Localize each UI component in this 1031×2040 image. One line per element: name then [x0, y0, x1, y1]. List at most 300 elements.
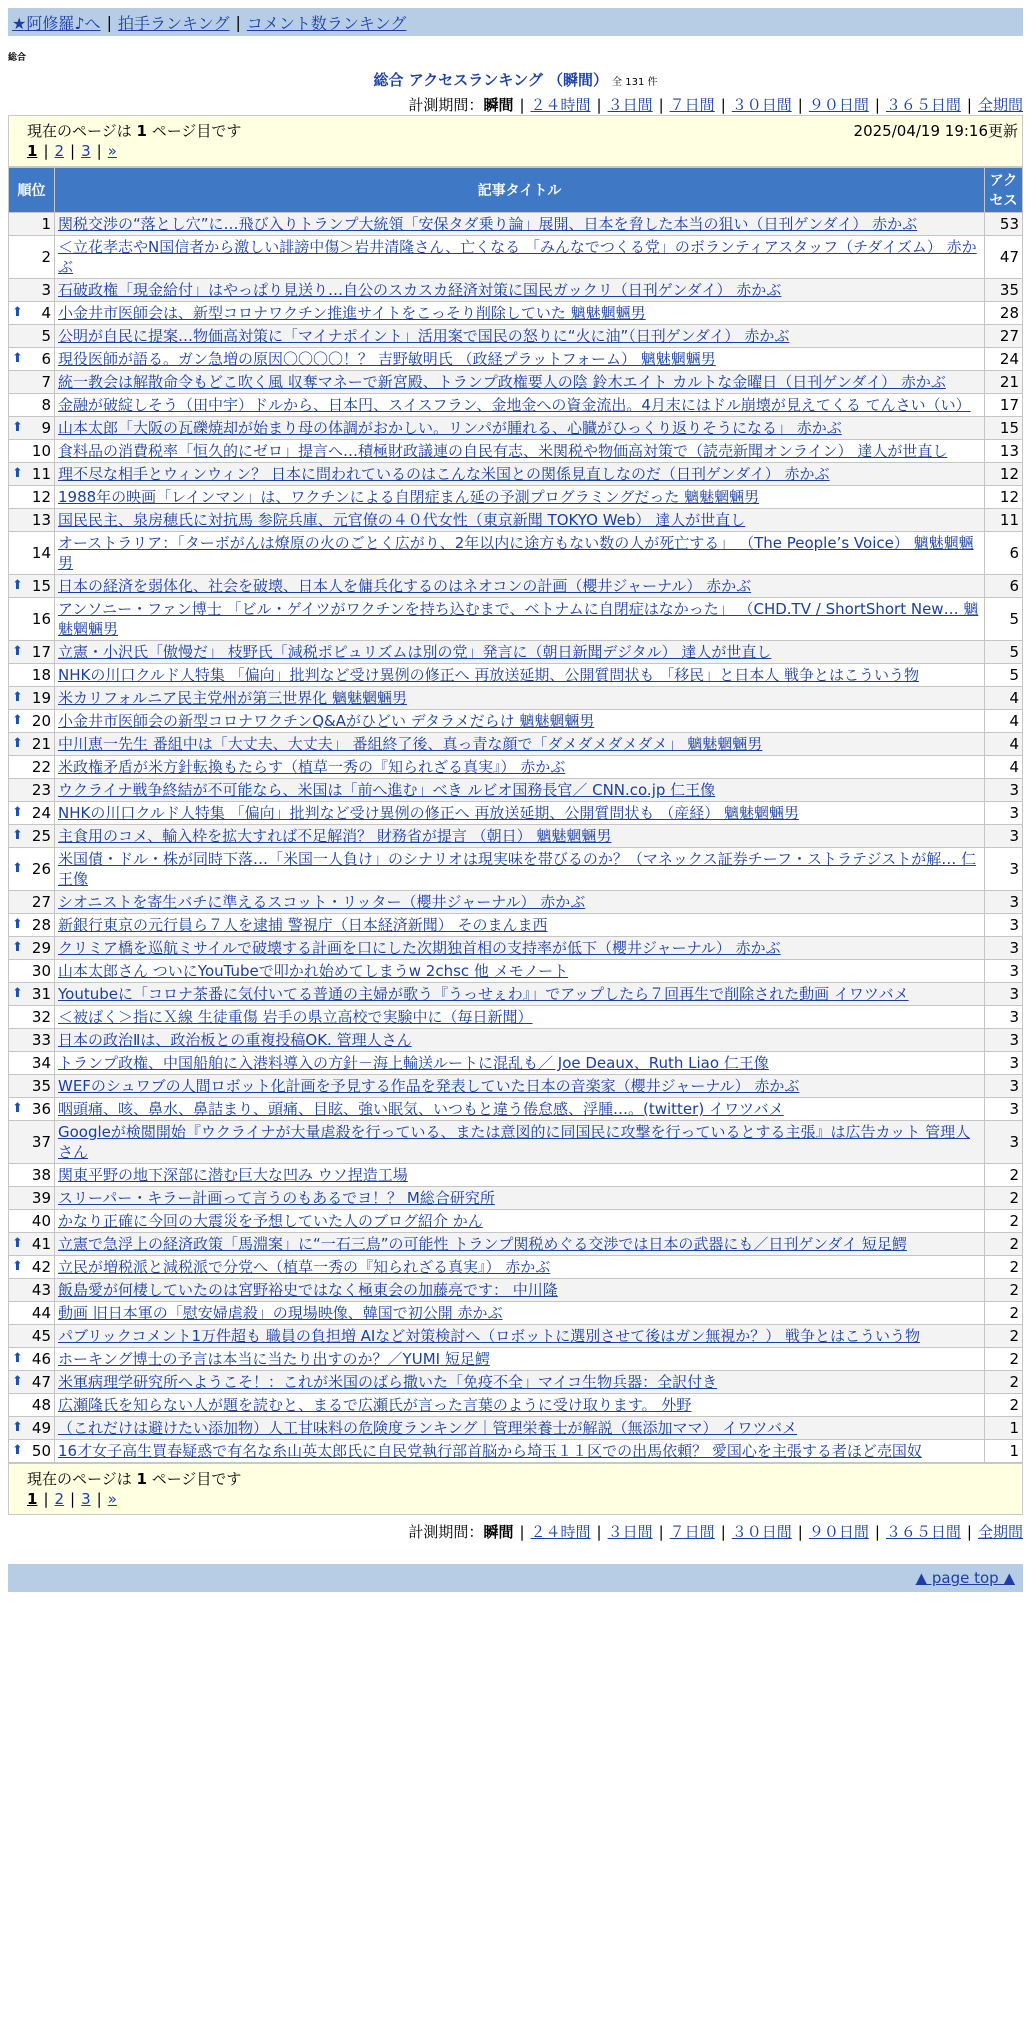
access-count: 3 — [985, 1029, 1023, 1052]
rank-number: 45 — [31, 1327, 51, 1345]
rank-cell — [9, 756, 55, 779]
article-title-link[interactable]: Googleが検閲開始『ウクライナが大量虐殺を行っている、または意図的に同国民に攻撃を行っているとする主張』は広告カット 管理人さん — [58, 1123, 971, 1161]
title-cell — [55, 756, 985, 779]
period-link-1[interactable]: ２４時間 — [530, 96, 591, 114]
rank-up-arrow-icon: ⬆ — [12, 1374, 23, 1389]
access-count: 1 — [985, 1440, 1023, 1463]
table-row — [9, 1394, 1023, 1417]
pager-separator: | — [70, 1490, 76, 1508]
period-separator: | — [658, 96, 664, 114]
article-title-link[interactable]: 金融が破綻しそう（田中宇）ドルから、日本円、スイスフラン、金地金への資金流出。4月末にはドル崩壊が見えてくる てんさい（い） — [58, 396, 971, 414]
rank-number: 4 — [41, 304, 51, 322]
rank-cell — [9, 1210, 55, 1233]
article-title-link[interactable]: （これだけは避けたい添加物）人工甘味料の危険度ランキング｜管理栄養士が解説（無添加ママ） イワツバメ — [58, 1419, 798, 1437]
pager-separator: | — [96, 1490, 102, 1508]
table-row — [9, 779, 1023, 802]
table-row — [9, 1440, 1023, 1463]
rank-cell — [9, 236, 55, 279]
article-title-link[interactable]: 米軍病理学研究所へようこそ！：これが米国のばら撒いた「免疫不全」マイコ生物兵器：全訳付き — [58, 1373, 718, 1391]
table-row — [9, 1279, 1023, 1302]
table-row — [9, 325, 1023, 348]
table-row — [9, 1029, 1023, 1052]
table-row — [9, 236, 1023, 279]
rank-up-arrow-icon: ⬆ — [12, 1236, 23, 1251]
article-title-link[interactable]: 立憲で急浮上の経済政策「馬淵案」に“一石三鳥”の可能性 トランプ関税めぐる交渉では日本の武器にも／日刊ゲンダイ 短足鰐 — [58, 1235, 907, 1253]
article-title-link[interactable]: ウクライナ戦争終結が不可能なら、米国は「前へ進む」べき ルビオ国務長官／ CNN.co.jp 仁王像 — [58, 781, 716, 799]
rank-number: 32 — [31, 1008, 51, 1026]
rank-up-arrow-icon: ⬆ — [12, 420, 23, 435]
rank-number: 15 — [31, 577, 51, 595]
pager-current-page: 1 — [27, 142, 38, 160]
title-cell — [55, 1029, 985, 1052]
rank-cell — [9, 983, 55, 1006]
title-cell — [55, 394, 985, 417]
access-count: 2 — [985, 1394, 1023, 1417]
period-separator: | — [797, 96, 803, 114]
period-link-5[interactable]: ９０日間 — [808, 1523, 869, 1541]
rank-number: 33 — [31, 1031, 51, 1049]
period-link-1[interactable]: ２４時間 — [530, 1523, 591, 1541]
rank-number: 22 — [31, 758, 51, 776]
title-cell — [55, 575, 985, 598]
table-row — [9, 756, 1023, 779]
access-count: 2 — [985, 1371, 1023, 1394]
rank-number: 17 — [31, 643, 51, 661]
title-cell — [55, 1006, 985, 1029]
ranking-table — [8, 167, 1023, 1463]
article-title-link[interactable]: ホーキング博士の予言は本当に当たり出すのか？／YUMI 短足鰐 — [58, 1350, 490, 1368]
table-row — [9, 394, 1023, 417]
rank-cell — [9, 463, 55, 486]
access-count: 21 — [985, 371, 1023, 394]
access-count: 2 — [985, 1210, 1023, 1233]
table-row — [9, 1417, 1023, 1440]
table-row — [9, 983, 1023, 1006]
rank-cell — [9, 325, 55, 348]
rank-cell — [9, 687, 55, 710]
pager-separator: | — [96, 142, 102, 160]
article-title-link[interactable]: 中川恵一先生 番組中は「大丈夫、大丈夫」 番組終了後、真っ青な顔で「ダメダメダメダメ」 魑魅魍魎男 — [58, 735, 763, 753]
rank-cell — [9, 1121, 55, 1164]
rank-number: 20 — [31, 712, 51, 730]
rank-number: 28 — [31, 916, 51, 934]
rank-up-arrow-icon: ⬆ — [12, 861, 23, 876]
period-separator: | — [720, 1523, 726, 1541]
pager-page-2[interactable]: 2 — [54, 1490, 65, 1508]
rank-number: 21 — [31, 735, 51, 753]
title-cell — [55, 1187, 985, 1210]
page — [8, 8, 1023, 1592]
period-separator: | — [519, 96, 525, 114]
article-title-link[interactable]: 現役医師が語る。ガン急増の原因〇〇〇〇！？ 吉野敏明氏 （政経プラットフォーム） 魑魅魍魎男 — [58, 350, 716, 368]
title-cell — [55, 1417, 985, 1440]
access-count: 2 — [985, 1302, 1023, 1325]
article-title-link[interactable]: 関税交渉の“落とし穴”に…飛び入りトランプ大統領「安保タダ乗り論」展開、日本を脅した本当の狙い（日刊ゲンダイ） 赤かぶ — [58, 215, 918, 233]
access-count: 3 — [985, 937, 1023, 960]
rank-up-arrow-icon: ⬆ — [12, 940, 23, 955]
period-link-2[interactable]: ３日間 — [607, 96, 653, 114]
rank-number: 47 — [31, 1373, 51, 1391]
article-title-link[interactable]: かなり正確に今回の大震災を予想していた人のブログ紹介 かん — [58, 1212, 483, 1230]
title-cell — [55, 279, 985, 302]
pager-page-3[interactable]: 3 — [81, 1490, 91, 1508]
rank-number: 37 — [31, 1133, 51, 1151]
rank-number: 34 — [31, 1054, 51, 1072]
title-cell — [55, 1052, 985, 1075]
title-cell — [55, 325, 985, 348]
article-title-link[interactable]: 米国債・ドル・株が同時下落…「米国一人負け」のシナリオは現実味を帯びるのか？（マネックス証券チーフ・ストラテジストが解… 仁王像 — [58, 850, 976, 888]
rank-number: 39 — [31, 1189, 51, 1207]
rank-number: 9 — [41, 419, 51, 437]
rank-cell — [9, 394, 55, 417]
access-count: 3 — [985, 960, 1023, 983]
article-title-link[interactable]: Youtubeに「コロナ茶番に気付いてる普通の主婦が歌う『うっせぇわ』」でアップしたら７回再生で削除された動画 イワツバメ — [58, 985, 909, 1003]
rank-cell — [9, 417, 55, 440]
article-title-link[interactable]: 石破政権「現金給付」はやっぱり見送り…自公のスカスカ経済対策に国民ガックリ（日刊ゲンダイ） 赤かぶ — [58, 281, 782, 299]
table-row — [9, 532, 1023, 575]
rank-cell — [9, 914, 55, 937]
rank-cell — [9, 1371, 55, 1394]
rank-column-header: 順位 — [9, 168, 55, 213]
title-cell — [55, 1394, 985, 1417]
access-count: 4 — [985, 733, 1023, 756]
rank-number: 7 — [41, 373, 51, 391]
access-count: 3 — [985, 914, 1023, 937]
rank-number: 30 — [31, 962, 51, 980]
pager-separator: | — [70, 142, 76, 160]
article-title-link[interactable]: 飯島愛が何棲していたのは宮野裕史ではなく極東会の加藤亮です： 中川隆 — [58, 1281, 558, 1299]
article-title-link[interactable]: 関東平野の地下深部に潜む巨大な凹み ウソ捏造工場 — [58, 1166, 408, 1184]
title-cell — [55, 825, 985, 848]
table-row — [9, 1348, 1023, 1371]
table-row — [9, 960, 1023, 983]
rank-number: 23 — [31, 781, 51, 799]
article-title-link[interactable]: 立憲・小沢氏「傲慢だ」 枝野氏「減税ポピュリズムは別の党」発言に（朝日新聞デジタル） 達人が世直し — [58, 643, 772, 661]
period-separator: | — [966, 1523, 972, 1541]
rank-cell — [9, 710, 55, 733]
article-title-link[interactable]: 動画 旧日本軍の「慰安婦虐殺」の現場映像、韓国で初公開 赤かぶ — [58, 1304, 503, 1322]
article-title-link[interactable]: 日本の経済を弱体化、社会を破壊、日本人を傭兵化するのはネオコンの計画（櫻井ジャーナル） 赤かぶ — [58, 577, 752, 595]
nav-separator: | — [235, 12, 241, 32]
table-row — [9, 710, 1023, 733]
period-link-3[interactable]: ７日間 — [669, 1523, 715, 1541]
title-cell — [55, 733, 985, 756]
title-cell — [55, 440, 985, 463]
rank-number: 31 — [31, 985, 51, 1003]
rank-up-arrow-icon: ⬆ — [12, 690, 23, 705]
rank-number: 10 — [31, 442, 51, 460]
table-row — [9, 848, 1023, 891]
article-title-link[interactable]: 国民民主、泉房穂氏に対抗馬 参院兵庫、元官僚の４０代女性（東京新聞 TOKYO Web） 達人が世直し — [58, 511, 746, 529]
pager-bottom — [27, 1490, 1018, 1512]
access-count: 3 — [985, 779, 1023, 802]
rank-number: 14 — [31, 544, 51, 562]
rank-up-arrow-icon: ⬆ — [12, 828, 23, 843]
rank-cell — [9, 1029, 55, 1052]
bottom-bar — [8, 1564, 1023, 1592]
rank-up-arrow-icon: ⬆ — [12, 305, 23, 320]
rank-cell — [9, 213, 55, 236]
rank-number: 3 — [41, 281, 51, 299]
table-row — [9, 1006, 1023, 1029]
period-link-3[interactable]: ７日間 — [669, 96, 715, 114]
table-row — [9, 575, 1023, 598]
access-count: 17 — [985, 394, 1023, 417]
rank-number: 6 — [41, 350, 51, 368]
article-title-link[interactable]: 山本太郎さん ついにYouTubeで叩かれ始めてしまうw 2chsc 他 メモノート — [58, 962, 569, 980]
access-count: 35 — [985, 279, 1023, 302]
title-cell — [55, 1279, 985, 1302]
article-title-link[interactable]: 山本太郎「大阪の瓦礫焼却が始まり母の体調がおかしい。リンパが腫れる、心臓がひっくり返りそうになる」 赤かぶ — [58, 419, 842, 437]
table-row — [9, 1052, 1023, 1075]
page-title: 総合 アクセスランキング （瞬間） — [373, 71, 609, 89]
article-title-link[interactable]: 新銀行東京の元行員ら７人を逮捕 警視庁（日本経済新聞） そのまんま西 — [58, 916, 548, 934]
title-cell — [55, 348, 985, 371]
rank-cell — [9, 598, 55, 641]
rank-up-arrow-icon: ⬆ — [12, 351, 23, 366]
rank-cell — [9, 1417, 55, 1440]
article-title-link[interactable]: NHKの川口クルド人特集 「偏向」批判など受け異例の修正へ 再放送延期、公開質問状も 「移民」と日本人 戦争とはこういう物 — [58, 666, 919, 684]
title-cell — [55, 302, 985, 325]
article-title-link[interactable]: 米カリフォルニア民主党州が第三世界化 魑魅魍魎男 — [58, 689, 408, 707]
current-page-text: 現在のページは 1 ページ目です — [27, 121, 242, 140]
article-title-link[interactable]: 主食用のコメ、輸入枠を拡大すれば不足解消？ 財務省が提言 （朝日） 魑魅魍魎男 — [58, 827, 612, 845]
rank-cell — [9, 575, 55, 598]
period-selector-bottom — [8, 1521, 1023, 1542]
period-link-7[interactable]: 全期間 — [977, 96, 1023, 114]
title-cell — [55, 960, 985, 983]
title-cell — [55, 664, 985, 687]
pager-page-3[interactable]: 3 — [81, 142, 91, 160]
rank-number: 24 — [31, 804, 51, 822]
title-cell — [55, 598, 985, 641]
access-count: 5 — [985, 598, 1023, 641]
title-cell — [55, 1164, 985, 1187]
period-separator: | — [874, 96, 880, 114]
rank-up-arrow-icon: ⬆ — [12, 1101, 23, 1116]
article-title-link[interactable]: シオニストを寄生バチに準えるスコット・リッター（櫻井ジャーナル） 赤かぶ — [58, 893, 586, 911]
article-title-link[interactable]: クリミア橋を巡航ミサイルで破壊する計画を口にした次期独首相の支持率が低下（櫻井ジャーナル） 赤かぶ — [58, 939, 781, 957]
title-cell — [55, 1302, 985, 1325]
pager-next-link[interactable]: » — [107, 142, 117, 160]
rank-cell — [9, 1233, 55, 1256]
article-title-link[interactable]: スリーパー・キラー計画って言うのもあるでヨ！？ M総合研究所 — [58, 1189, 495, 1207]
period-link-7[interactable]: 全期間 — [977, 1523, 1023, 1541]
access-count: 3 — [985, 1121, 1023, 1164]
access-count: 3 — [985, 1052, 1023, 1075]
table-row — [9, 937, 1023, 960]
article-title-link[interactable]: 立民が増税派と減税派で分党へ（植草一秀の『知られざる真実』） 赤かぶ — [58, 1258, 551, 1276]
table-row — [9, 371, 1023, 394]
period-label: 計測期間： — [408, 96, 484, 114]
rank-cell — [9, 1256, 55, 1279]
title-cell — [55, 1121, 985, 1164]
table-row — [9, 1371, 1023, 1394]
rank-up-arrow-icon: ⬆ — [12, 986, 23, 1001]
rank-cell — [9, 279, 55, 302]
period-selector-top — [8, 94, 1023, 115]
table-row — [9, 463, 1023, 486]
rank-number: 36 — [31, 1100, 51, 1118]
title-cell — [55, 1325, 985, 1348]
article-title-link[interactable]: 食料品の消費税率「恒久的にゼロ」提言へ…積極財政議連の自民有志、米関税や物価高対策で（読売新聞オンライン） 達人が世直し — [58, 442, 948, 460]
table-row — [9, 802, 1023, 825]
access-count: 3 — [985, 825, 1023, 848]
top-navigation-bar — [8, 8, 1023, 36]
rank-number: 18 — [31, 666, 51, 684]
title-cell — [55, 213, 985, 236]
ranking-table-header — [9, 168, 1023, 213]
nav-link-2[interactable]: コメント数ランキング — [246, 13, 407, 33]
table-row — [9, 417, 1023, 440]
title-cell — [55, 486, 985, 509]
period-label: 計測期間： — [408, 1523, 484, 1541]
access-count: 13 — [985, 440, 1023, 463]
access-count: 2 — [985, 1164, 1023, 1187]
rank-up-arrow-icon: ⬆ — [12, 805, 23, 820]
access-count: 3 — [985, 1098, 1023, 1121]
rank-number: 29 — [31, 939, 51, 957]
table-row — [9, 914, 1023, 937]
access-count: 15 — [985, 417, 1023, 440]
rank-cell — [9, 532, 55, 575]
article-title-link[interactable]: 日本の政治Ⅱは、政治板との重複投稿OK. 管理人さん — [58, 1031, 412, 1049]
access-count: 6 — [985, 575, 1023, 598]
rank-cell — [9, 891, 55, 914]
rank-cell — [9, 348, 55, 371]
table-row — [9, 664, 1023, 687]
table-row — [9, 1233, 1023, 1256]
access-count: 1 — [985, 1417, 1023, 1440]
rank-up-arrow-icon: ⬆ — [12, 644, 23, 659]
table-row — [9, 440, 1023, 463]
title-cell — [55, 532, 985, 575]
article-title-link[interactable]: ＜被ばく＞指にＸ線 生徒重傷 岩手の県立高校で実験中に（毎日新聞） — [58, 1008, 533, 1026]
rank-cell — [9, 960, 55, 983]
table-row — [9, 1210, 1023, 1233]
table-row — [9, 1164, 1023, 1187]
article-title-link[interactable]: トランプ政権、中国船舶に入港料導入の方針－海上輸送ルートに混乱も／ Joe Deaux、Ruth Liao 仁王像 — [58, 1054, 769, 1072]
access-count: 3 — [985, 848, 1023, 891]
rank-cell — [9, 802, 55, 825]
title-cell — [55, 848, 985, 891]
rank-number: 49 — [31, 1419, 51, 1437]
title-cell — [55, 983, 985, 1006]
article-title-link[interactable]: NHKの川口クルド人特集 「偏向」批判など受け異例の修正へ 再放送延期、公開質問状も （産経） 魑魅魍魎男 — [58, 804, 799, 822]
pager-page-2[interactable]: 2 — [54, 142, 65, 160]
access-count: 3 — [985, 983, 1023, 1006]
pager-top — [27, 142, 1018, 164]
article-title-link[interactable]: オーストラリア：「ターボがんは燎原の火のごとく広がり、2年以内に途方もない数の人が死亡する」 （The People’s Voice） 魑魅魍魎男 — [58, 534, 974, 572]
article-title-link[interactable]: 小金井市医師会の新型コロナワクチンQ&Aがひどい デタラメだらけ 魑魅魍魎男 — [58, 712, 595, 730]
rank-number: 1 — [41, 215, 51, 233]
access-count: 2 — [985, 1348, 1023, 1371]
title-cell — [55, 463, 985, 486]
pager-next-link[interactable]: » — [107, 1490, 117, 1508]
rank-cell — [9, 825, 55, 848]
article-title-link[interactable]: パブリックコメント1万件超も 職員の負担増 AIなど対策検討へ（ロボットに選別させて後はガン無視か？） 戦争とはこういう物 — [58, 1327, 921, 1345]
total-count: 全 131 件 — [612, 77, 658, 88]
access-count: 11 — [985, 509, 1023, 532]
article-title-link[interactable]: 理不尽な相手とウィンウィン？ 日本に問われているのはこんな米国との関係見直しなのだ（日刊ゲンダイ） 赤かぶ — [58, 465, 830, 483]
rank-number: 42 — [31, 1258, 51, 1276]
title-cell — [55, 1210, 985, 1233]
article-title-link[interactable]: WEFのシュワブの人間ロボット化計画を予見する作品を発表していた日本の音楽家（櫻井ジャーナル） 赤かぶ — [58, 1077, 800, 1095]
title-cell — [55, 417, 985, 440]
period-separator: | — [720, 96, 726, 114]
period-link-5[interactable]: ９０日間 — [808, 96, 869, 114]
rank-cell — [9, 1348, 55, 1371]
title-cell — [55, 687, 985, 710]
title-cell — [55, 1348, 985, 1371]
period-link-6[interactable]: ３６５日間 — [885, 96, 961, 114]
article-title-link[interactable]: 咽頭痛、咳、鼻水、鼻詰まり、頭痛、目眩、強い眠気、いつもと違う倦怠感、浮腫…。(twitter) イワツバメ — [58, 1100, 784, 1118]
pager-separator: | — [43, 1490, 49, 1508]
access-count: 3 — [985, 802, 1023, 825]
article-title-link[interactable]: 広瀬隆氏を知らない人が題を読むと、まるで広瀬氏が言った言葉のように受け取ります。 外野 — [58, 1396, 692, 1414]
nav-link-0[interactable]: ★阿修羅♪へ — [12, 13, 101, 33]
rank-number: 38 — [31, 1166, 51, 1184]
pager-current-page: 1 — [27, 1490, 38, 1508]
rank-cell — [9, 848, 55, 891]
table-row — [9, 302, 1023, 325]
rank-up-arrow-icon: ⬆ — [12, 736, 23, 751]
rank-number: 48 — [31, 1396, 51, 1414]
period-link-4[interactable]: ３０日間 — [731, 1523, 792, 1541]
period-link-6[interactable]: ３６５日間 — [885, 1523, 961, 1541]
rank-up-arrow-icon: ⬆ — [12, 578, 23, 593]
access-count: 2 — [985, 1325, 1023, 1348]
article-title-link[interactable]: 統一教会は解散命令もどこ吹く風 収奪マネーで新宮殿、トランプ政権要人の陰 鈴木エイト カルトな金曜日（日刊ゲンダイ） 赤かぶ — [58, 373, 946, 391]
rank-number: 41 — [31, 1235, 51, 1253]
access-count: 3 — [985, 1075, 1023, 1098]
table-row — [9, 598, 1023, 641]
rank-cell — [9, 1006, 55, 1029]
article-title-link[interactable]: ＜立花孝志やN国信者から激しい誹謗中傷＞岩井清隆さん、亡くなる 「みんなでつくる党」のボランティアスタッフ（チダイズム） 赤かぶ — [58, 238, 977, 276]
table-row — [9, 1187, 1023, 1210]
table-row — [9, 825, 1023, 848]
nav-separator: | — [106, 12, 112, 32]
article-title-link[interactable]: 16才女子高生買春疑惑で有名な糸山英太郎氏に自民党執行部首脳から埼玉１１区での出馬依頼？ 愛国心を主張する者ほど売国奴 — [58, 1442, 922, 1460]
title-cell — [55, 1098, 985, 1121]
article-title-link[interactable]: 小金井市医師会は、新型コロナワクチン推進サイトをこっそり削除していた 魑魅魍魎男 — [58, 304, 646, 322]
rank-cell — [9, 1075, 55, 1098]
article-title-link[interactable]: 1988年の映画「レインマン」は、ワクチンによる自閉症まん延の予測プログラミングだった 魑魅魍魎男 — [58, 488, 760, 506]
rank-cell — [9, 302, 55, 325]
rank-cell — [9, 1325, 55, 1348]
rank-number: 50 — [31, 1442, 51, 1460]
rank-up-arrow-icon: ⬆ — [12, 1351, 23, 1366]
pager-separator: | — [43, 142, 49, 160]
rank-up-arrow-icon: ⬆ — [12, 713, 23, 728]
rank-cell — [9, 937, 55, 960]
title-cell — [55, 779, 985, 802]
table-row — [9, 1302, 1023, 1325]
page-top-link[interactable]: ▲ page top ▲ — [915, 1569, 1015, 1587]
table-row — [9, 733, 1023, 756]
rank-number: 11 — [31, 465, 51, 483]
rank-up-arrow-icon: ⬆ — [12, 466, 23, 481]
period-link-4[interactable]: ３０日間 — [731, 96, 792, 114]
access-count: 53 — [985, 213, 1023, 236]
title-cell — [55, 1075, 985, 1098]
article-title-link[interactable]: 公明が自民に提案…物価高対策に「マイナポイント」活用案で国民の怒りに“火に油”（日刊ゲンダイ） 赤かぶ — [58, 327, 790, 345]
nav-link-1[interactable]: 拍手ランキング — [117, 13, 230, 33]
rank-cell — [9, 1440, 55, 1463]
period-link-2[interactable]: ３日間 — [607, 1523, 653, 1541]
article-title-link[interactable]: アンソニー・ファン博士 「ビル・ゲイツがワクチンを持ち込むまで、ベトナムに自閉症はなかった」 （CHD.TV / ShortShort New… 魑魅魍魎男 — [58, 600, 979, 638]
article-title-link[interactable]: 米政権矛盾が米方針転換もたらす（植草一秀の『知られざる真実』） 赤かぶ — [58, 758, 566, 776]
